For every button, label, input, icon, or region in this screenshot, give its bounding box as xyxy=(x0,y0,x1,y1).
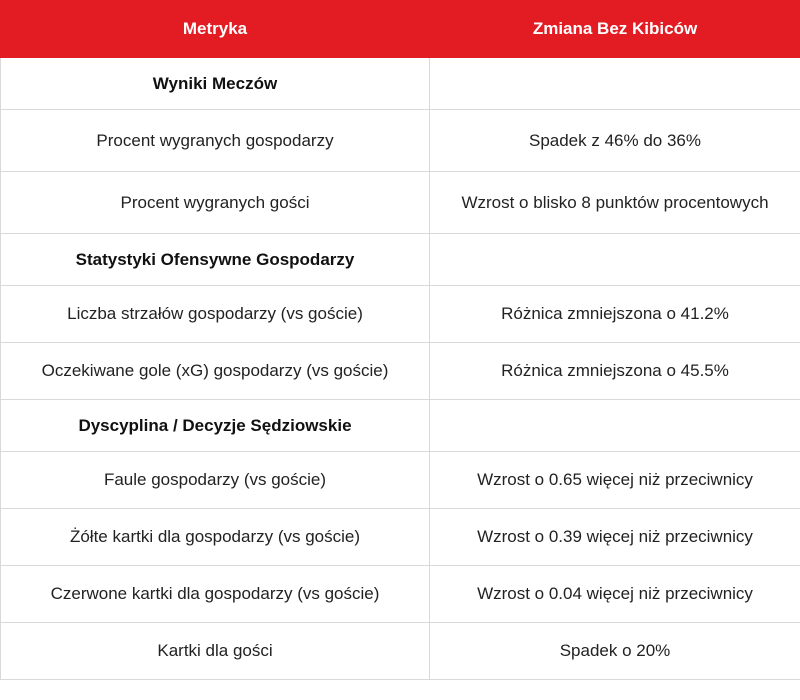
section-row-discipline xyxy=(1,400,800,452)
metric-cell: Liczba strzałów gospodarzy (vs goście) xyxy=(1,286,430,343)
metric-cell: Kartki dla gości xyxy=(1,623,430,680)
table-row xyxy=(1,566,800,623)
section-title: Wyniki Meczów xyxy=(1,58,430,110)
metric-cell: Procent wygranych gospodarzy xyxy=(1,110,430,172)
section-empty-cell xyxy=(430,58,800,110)
metric-cell: Faule gospodarzy (vs goście) xyxy=(1,452,430,509)
table-row xyxy=(1,509,800,566)
change-cell: Różnica zmniejszona o 45.5% xyxy=(430,343,800,400)
table-row xyxy=(1,110,800,172)
header-row xyxy=(1,1,800,58)
table-row xyxy=(1,172,800,234)
change-cell: Wzrost o blisko 8 punktów procentowych xyxy=(430,172,800,234)
change-cell: Spadek z 46% do 36% xyxy=(430,110,800,172)
change-cell: Wzrost o 0.39 więcej niż przeciwnicy xyxy=(430,509,800,566)
metric-cell: Procent wygranych gości xyxy=(1,172,430,234)
header-change: Zmiana Bez Kibiców xyxy=(430,1,800,58)
metric-cell: Żółte kartki dla gospodarzy (vs goście) xyxy=(1,509,430,566)
section-title: Statystyki Ofensywne Gospodarzy xyxy=(1,234,430,286)
metric-cell: Oczekiwane gole (xG) gospodarzy (vs goście) xyxy=(1,343,430,400)
table-row xyxy=(1,623,800,680)
table-row xyxy=(1,343,800,400)
change-cell: Spadek o 20% xyxy=(430,623,800,680)
section-empty-cell xyxy=(430,400,800,452)
section-row-offensive-stats xyxy=(1,234,800,286)
table-row xyxy=(1,452,800,509)
table-row xyxy=(1,286,800,343)
metric-cell: Czerwone kartki dla gospodarzy (vs goście) xyxy=(1,566,430,623)
section-title: Dyscyplina / Decyzje Sędziowskie xyxy=(1,400,430,452)
change-cell: Wzrost o 0.65 więcej niż przeciwnicy xyxy=(430,452,800,509)
change-cell: Różnica zmniejszona o 41.2% xyxy=(430,286,800,343)
section-row-match-results xyxy=(1,58,800,110)
header-metric: Metryka xyxy=(1,1,430,58)
change-cell: Wzrost o 0.04 więcej niż przeciwnicy xyxy=(430,566,800,623)
section-empty-cell xyxy=(430,234,800,286)
